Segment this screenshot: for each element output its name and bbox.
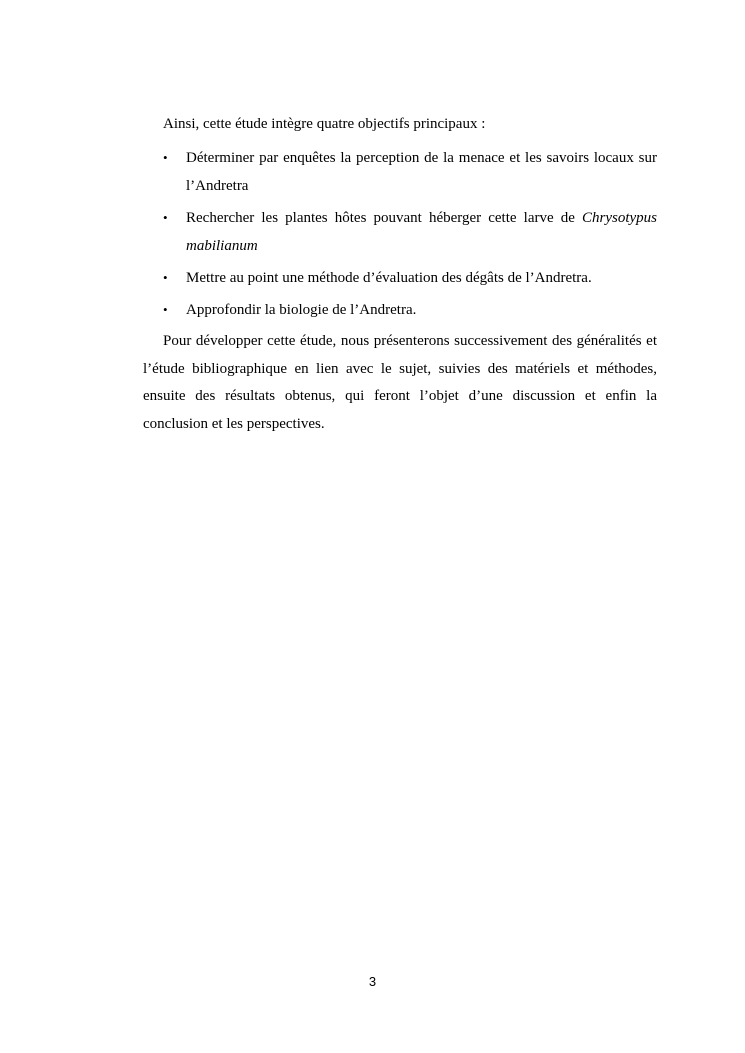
intro-paragraph: Ainsi, cette étude intègre quatre objectifs principaux : xyxy=(163,116,486,132)
objective-1-line-2: l’Andretra xyxy=(186,178,249,194)
bullet-icon: • xyxy=(163,302,168,317)
objective-item-1 xyxy=(143,144,657,200)
species-genus-name: Chrysotypus xyxy=(582,210,657,226)
closing-line-4: conclusion et les perspectives. xyxy=(143,415,325,432)
bullet-icon: • xyxy=(163,210,168,225)
objectives-list xyxy=(143,144,657,324)
page-body xyxy=(143,115,657,438)
objective-1-line-1: Déterminer par enquêtes la perception de la menace et les savoirs locaux sur xyxy=(186,150,657,166)
objective-item-4 xyxy=(143,296,657,324)
objective-2-line-1 xyxy=(186,204,657,232)
objective-item-3 xyxy=(143,264,657,292)
objective-item-2 xyxy=(143,204,657,260)
closing-line-3: ensuite des résultats obtenus, qui feront l’objet d’une discussion et enfin la xyxy=(143,388,657,404)
closing-paragraph xyxy=(143,328,657,438)
bullet-icon: • xyxy=(163,270,168,285)
page-number: 3 xyxy=(368,974,377,989)
closing-line-2: l’étude bibliographique en lien avec le sujet, suivies des matériels et méthodes, xyxy=(143,360,657,377)
bullet-icon: • xyxy=(163,150,168,165)
species-epithet-name: mabilianum xyxy=(186,238,258,254)
objective-4-line-1: Approfondir la biologie de l’Andretra. xyxy=(186,302,417,318)
objective-3-line-1: Mettre au point une méthode d’évaluation des dégâts de l’Andretra. xyxy=(186,270,592,286)
objective-2-text: Rechercher les plantes hôtes pouvant héberger cette larve de xyxy=(186,210,582,226)
closing-line-1: Pour développer cette étude, nous présenterons successivement des généralités et xyxy=(163,333,657,349)
